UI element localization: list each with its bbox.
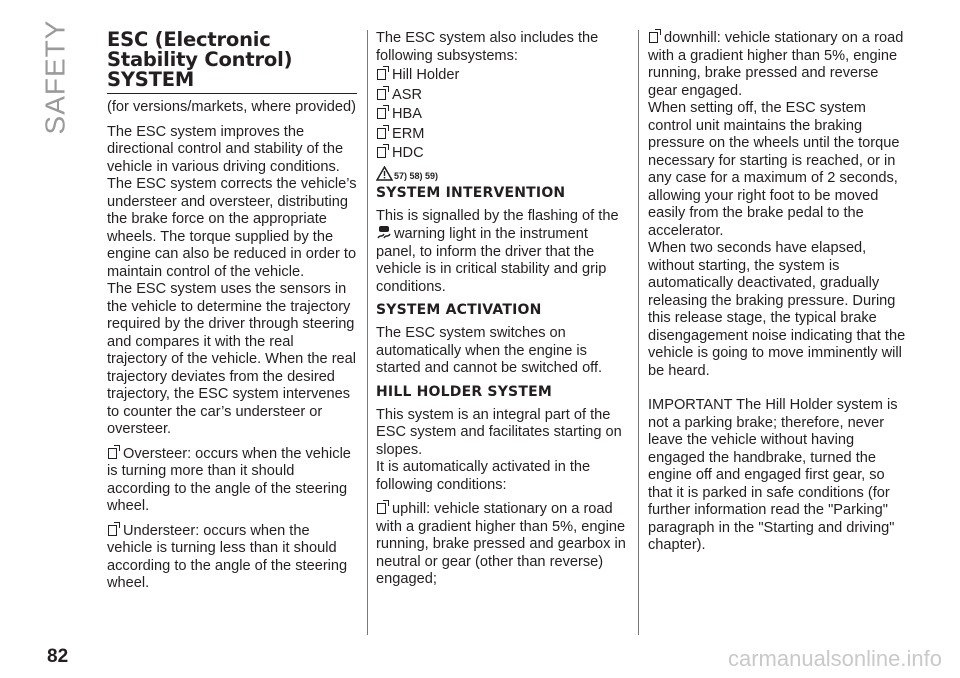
heading-hill-holder: HILL HOLDER SYSTEM <box>376 383 552 400</box>
list-item: HBA <box>376 106 626 124</box>
paragraph: The ESC system improves the directional control and stability of the vehicle in various driving conditions. <box>107 123 344 175</box>
column-divider-1 <box>367 30 368 635</box>
bullet-box-icon <box>377 503 386 514</box>
list-item: HDC <box>376 145 626 163</box>
section-label: SAFETY <box>39 19 71 135</box>
bullet-box-icon <box>108 448 117 459</box>
paragraph: The ESC system uses the sensors in the vehicle to determine the trajectory required by the driver through steering and compares it with the real trajectory of the vehicle. When the real trajectory deviates from the desired trajectory, the ESC system intervenes to counter the car’s understeer or oversteer. <box>107 281 357 437</box>
subsystems-intro: The ESC system also includes the following subsystems: <box>376 30 599 64</box>
hill-holder-conditions: It is automatically activated in the following conditions: <box>376 459 591 493</box>
warning-ref-numbers: 57) 58) 59) <box>394 170 439 181</box>
bullet-box-icon <box>377 89 386 100</box>
heading-system-activation: SYSTEM ACTIVATION <box>376 302 542 318</box>
paragraph: When two seconds have elapsed, without starting, the system is automatically deactivated, gradually releasing the braking pressure. During this release stage, the typical brake disengagement noise indicating that the vehicle is going to move imminently will be heard. <box>648 240 906 379</box>
watermark: carmanualsonline.info <box>727 646 942 671</box>
bullet-understeer <box>107 523 357 593</box>
bullet-box-icon <box>377 69 386 80</box>
list-item: ERM <box>376 126 626 144</box>
column-3 <box>648 30 908 555</box>
bullet-oversteer <box>107 446 357 516</box>
section-tab <box>39 19 71 135</box>
bullet-box-icon <box>377 147 386 158</box>
list-item: ASR <box>376 87 626 105</box>
bullet-box-icon <box>377 108 386 119</box>
page-number: 82 <box>47 646 69 667</box>
list-item: Hill Holder <box>376 67 626 85</box>
bullet-text: Understeer: occurs when the vehicle is turning less than it should according to the angle of the steering wheel. <box>107 522 348 591</box>
column-1 <box>107 30 357 593</box>
page-title: ESC (Electronic Stability Control) SYSTEM <box>107 30 357 94</box>
bullet-box-icon <box>108 525 117 536</box>
activation-text: The ESC system switches on automatically when the engine is started and cannot be switched off. <box>376 325 603 376</box>
warning-references <box>376 166 626 181</box>
column-2 <box>376 30 626 589</box>
bullet-box-icon <box>377 128 386 139</box>
bullet-downhill: downhill: vehicle stationary on a road with a gradient higher than 5%, engine running, brake pressed and reverse gear engaged. <box>648 30 904 99</box>
intervention-text: This is signalled by the flashing of the warning light in the instrument panel, to inform the driver that the vehicle is in critical stability and grip conditions. <box>376 207 619 295</box>
subtitle: (for versions/markets, where provided) <box>107 99 356 115</box>
heading-system-intervention: SYSTEM INTERVENTION <box>376 184 566 201</box>
warning-triangle-icon <box>376 166 393 181</box>
paragraph: When setting off, the ESC system control unit maintains the braking pressure on the wheels until the torque necessary for starting is reached, or in any case for a maximum of 2 seconds, allowing your right foot to be moved easily from the brake pedal to the accelerator. <box>648 100 900 239</box>
bullet-uphill: uphill: vehicle stationary on a road with a gradient higher than 5%, engine running, brake pressed and gearbox in neutral or gear (other than reverse) engaged; <box>376 501 626 587</box>
bullet-text: Oversteer: occurs when the vehicle is turning more than it should according to the angle of the steering wheel. <box>107 445 351 514</box>
esc-warning-light-icon <box>376 225 392 240</box>
column-divider-2 <box>638 30 639 635</box>
important-note: IMPORTANT The Hill Holder system is not a parking brake; therefore, never leave the vehicle without having engaged the handbrake, turned the engine off and engaged first gear, so that it is parked in safe conditions (for further information read the "Parking" paragraph in the "Starting and driving" chapter). <box>648 397 898 553</box>
bullet-box-icon <box>649 32 658 43</box>
paragraph: The ESC system corrects the vehicle’s understeer and oversteer, distributing the brake force on the appropriate wheels. The torque supplied by the engine can also be reduced in order to maintain control of the vehicle. <box>107 176 357 280</box>
hill-holder-text: This system is an integral part of the ESC system and facilitates starting on slopes. <box>376 406 622 458</box>
